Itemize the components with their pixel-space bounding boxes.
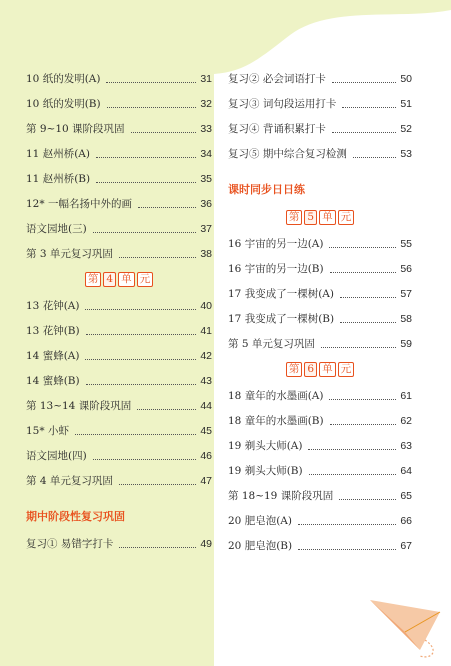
toc-entry-title: 第 5 单元复习巩固 [228, 338, 315, 350]
toc-entry-page: 63 [400, 439, 412, 452]
toc-entry-page: 61 [400, 389, 412, 402]
toc-group [228, 383, 412, 558]
toc-entry[interactable] [26, 468, 212, 493]
dot-leader [342, 106, 396, 108]
toc-entry-title: 第 3 单元复习巩固 [26, 248, 113, 260]
toc-entry-page: 50 [400, 72, 412, 85]
toc-group [228, 66, 412, 166]
unit-4-header [26, 266, 212, 293]
unit-badge-char: 第 [286, 362, 303, 377]
toc-entry[interactable] [26, 216, 212, 241]
dot-leader [119, 483, 196, 485]
toc-entry[interactable] [228, 306, 412, 331]
unit-badge-char: 第 [286, 210, 303, 225]
toc-entry-title: 复习④ 背诵积累打卡 [228, 123, 326, 135]
toc-entry-title: 14 蜜蜂(B) [26, 375, 80, 387]
toc-entry-page: 46 [200, 449, 212, 462]
unit-badge-char: 单 [118, 272, 135, 287]
toc-entry-page: 67 [400, 539, 412, 552]
toc-entry-title: 16 宇宙的另一边(A) [228, 238, 324, 250]
toc-entry-page: 53 [400, 147, 412, 160]
section-title-midterm: 期中阶段性复习巩固 [26, 510, 125, 523]
toc-entry[interactable] [228, 256, 412, 281]
toc-entry[interactable] [228, 458, 412, 483]
dot-leader [353, 156, 396, 158]
toc-entry-page: 42 [200, 349, 212, 362]
toc-entry-page: 58 [400, 312, 412, 325]
dot-leader [329, 246, 396, 248]
toc-entry[interactable] [26, 393, 212, 418]
dot-leader [75, 433, 196, 435]
toc-entry[interactable] [228, 483, 412, 508]
toc-entry-title: 14 蜜蜂(A) [26, 350, 80, 362]
toc-entry[interactable] [228, 66, 412, 91]
toc-entry-page: 51 [400, 97, 412, 110]
dot-leader [330, 271, 397, 273]
toc-entry-title: 语文园地(四) [26, 450, 87, 462]
toc-entry[interactable] [26, 443, 212, 468]
unit-6-header [228, 356, 412, 383]
unit-5-header [228, 204, 412, 231]
toc-entry[interactable] [26, 241, 212, 266]
dot-leader [332, 131, 396, 133]
toc-entry[interactable] [26, 531, 212, 556]
toc-entry[interactable] [228, 383, 412, 408]
toc-group [228, 231, 412, 356]
toc-entry-page: 35 [200, 172, 212, 185]
toc-entry-title: 复习⑤ 期中综合复习检测 [228, 148, 347, 160]
toc-entry-title: 20 肥皂泡(B) [228, 540, 293, 552]
toc-entry-page: 65 [400, 489, 412, 502]
dot-leader [131, 131, 197, 133]
toc-entry-title: 16 宇宙的另一边(B) [228, 263, 324, 275]
toc-entry[interactable] [26, 293, 212, 318]
dot-leader [309, 473, 397, 475]
dot-leader [340, 321, 396, 323]
toc-entry-page: 47 [200, 474, 212, 487]
toc-entry-title: 11 赵州桥(A) [26, 148, 90, 160]
toc-entry-title: 15* 小虾 [26, 425, 69, 437]
toc-entry[interactable] [26, 141, 212, 166]
unit-badge [286, 362, 354, 377]
toc-entry-page: 36 [200, 197, 212, 210]
toc-entry-title: 复习③ 词句段运用打卡 [228, 98, 337, 110]
toc-entry[interactable] [26, 191, 212, 216]
toc-entry-page: 38 [200, 247, 212, 260]
toc-group [26, 531, 212, 556]
toc-entry-page: 33 [200, 122, 212, 135]
dot-leader [298, 523, 396, 525]
toc-entry-page: 45 [200, 424, 212, 437]
dot-leader [340, 296, 396, 298]
toc-entry-title: 18 童年的水墨画(A) [228, 390, 324, 402]
dot-leader [332, 81, 396, 83]
unit-badge-char: 6 [304, 362, 317, 377]
toc-entry-title: 复习① 易错字打卡 [26, 538, 114, 550]
toc-entry-title: 10 纸的发明(A) [26, 73, 101, 85]
toc-entry-title: 17 我变成了一棵树(A) [228, 288, 334, 300]
toc-left-column [26, 66, 212, 556]
dot-leader [308, 448, 396, 450]
toc-entry-page: 44 [200, 399, 212, 412]
unit-badge-char: 5 [304, 210, 317, 225]
toc-entry[interactable] [228, 91, 412, 116]
dot-leader [119, 256, 196, 258]
toc-entry[interactable] [26, 166, 212, 191]
toc-entry[interactable] [26, 418, 212, 443]
unit-badge-char: 4 [103, 272, 116, 287]
toc-entry-title: 20 肥皂泡(A) [228, 515, 292, 527]
dot-leader [86, 333, 197, 335]
toc-entry[interactable] [228, 141, 412, 166]
toc-entry[interactable] [228, 331, 412, 356]
dot-leader [137, 408, 196, 410]
toc-entry-page: 55 [400, 237, 412, 250]
toc-entry[interactable] [26, 116, 212, 141]
toc-entry-title: 10 纸的发明(B) [26, 98, 101, 110]
toc-entry[interactable] [228, 116, 412, 141]
dot-leader [329, 398, 396, 400]
toc-entry[interactable] [228, 231, 412, 256]
dot-leader [96, 181, 196, 183]
toc-entry-page: 37 [200, 222, 212, 235]
unit-badge-char: 单 [319, 362, 336, 377]
toc-entry-page: 40 [200, 299, 212, 312]
dot-leader [321, 346, 396, 348]
unit-badge-char: 元 [137, 272, 154, 287]
dot-leader [339, 498, 396, 500]
toc-entry-title: 复习② 必会词语打卡 [228, 73, 326, 85]
dot-leader [96, 156, 196, 158]
toc-entry-title: 13 花钟(B) [26, 325, 80, 337]
toc-entry-page: 64 [400, 464, 412, 477]
toc-entry[interactable] [26, 318, 212, 343]
toc-entry-page: 41 [200, 324, 212, 337]
toc-entry-title: 17 我变成了一棵树(B) [228, 313, 335, 325]
toc-entry-page: 59 [400, 337, 412, 350]
dot-leader [85, 308, 196, 310]
decorative-blob-shape [0, 0, 451, 74]
dot-leader [93, 458, 197, 460]
toc-entry[interactable] [26, 368, 212, 393]
paper-plane-icon [370, 600, 440, 657]
toc-entry-page: 49 [200, 537, 212, 550]
toc-entry-title: 13 花钟(A) [26, 300, 80, 312]
dot-leader [298, 548, 396, 550]
dot-leader [93, 231, 197, 233]
toc-group [26, 293, 212, 493]
unit-badge-char: 单 [319, 210, 336, 225]
dot-leader [138, 206, 196, 208]
toc-entry-page: 32 [200, 97, 212, 110]
unit-badge [286, 210, 354, 225]
toc-entry-title: 11 赵州桥(B) [26, 173, 91, 185]
unit-badge [85, 272, 153, 287]
toc-entry-title: 语文园地(三) [26, 223, 87, 235]
toc-entry-page: 34 [200, 147, 212, 160]
toc-entry-title: 第 18~19 课阶段巩固 [228, 490, 334, 502]
toc-entry-title: 12* 一幅名扬中外的画 [26, 198, 132, 210]
unit-badge-char: 元 [338, 362, 355, 377]
toc-entry-page: 57 [400, 287, 412, 300]
toc-right-column [228, 66, 412, 558]
toc-entry-title: 第 4 单元复习巩固 [26, 475, 113, 487]
toc-entry[interactable] [228, 408, 412, 433]
dot-leader [85, 358, 196, 360]
toc-entry[interactable] [228, 433, 412, 458]
section-title-daily: 课时同步日日练 [228, 183, 305, 196]
unit-badge-char: 第 [85, 272, 102, 287]
toc-entry[interactable] [26, 91, 212, 116]
dot-leader [107, 106, 197, 108]
toc-entry[interactable] [228, 281, 412, 306]
toc-entry-page: 52 [400, 122, 412, 135]
toc-entry-title: 19 剃头大师(A) [228, 440, 303, 452]
toc-entry-title: 19 剃头大师(B) [228, 465, 303, 477]
toc-entry-page: 31 [200, 72, 212, 85]
dot-leader [330, 423, 397, 425]
toc-entry-page: 56 [400, 262, 412, 275]
dot-leader [86, 383, 197, 385]
toc-entry[interactable] [26, 343, 212, 368]
unit-badge-char: 元 [338, 210, 355, 225]
toc-entry-title: 第 13~14 课阶段巩固 [26, 400, 132, 412]
toc-entry-page: 62 [400, 414, 412, 427]
toc-entry[interactable] [228, 533, 412, 558]
toc-entry-title: 第 9~10 课阶段巩固 [26, 123, 125, 135]
toc-entry-page: 66 [400, 514, 412, 527]
dot-leader [119, 546, 196, 548]
toc-entry[interactable] [26, 66, 212, 91]
toc-group [26, 66, 212, 266]
toc-entry-page: 43 [200, 374, 212, 387]
dot-leader [106, 81, 196, 83]
toc-entry[interactable] [228, 508, 412, 533]
toc-entry-title: 18 童年的水墨画(B) [228, 415, 324, 427]
